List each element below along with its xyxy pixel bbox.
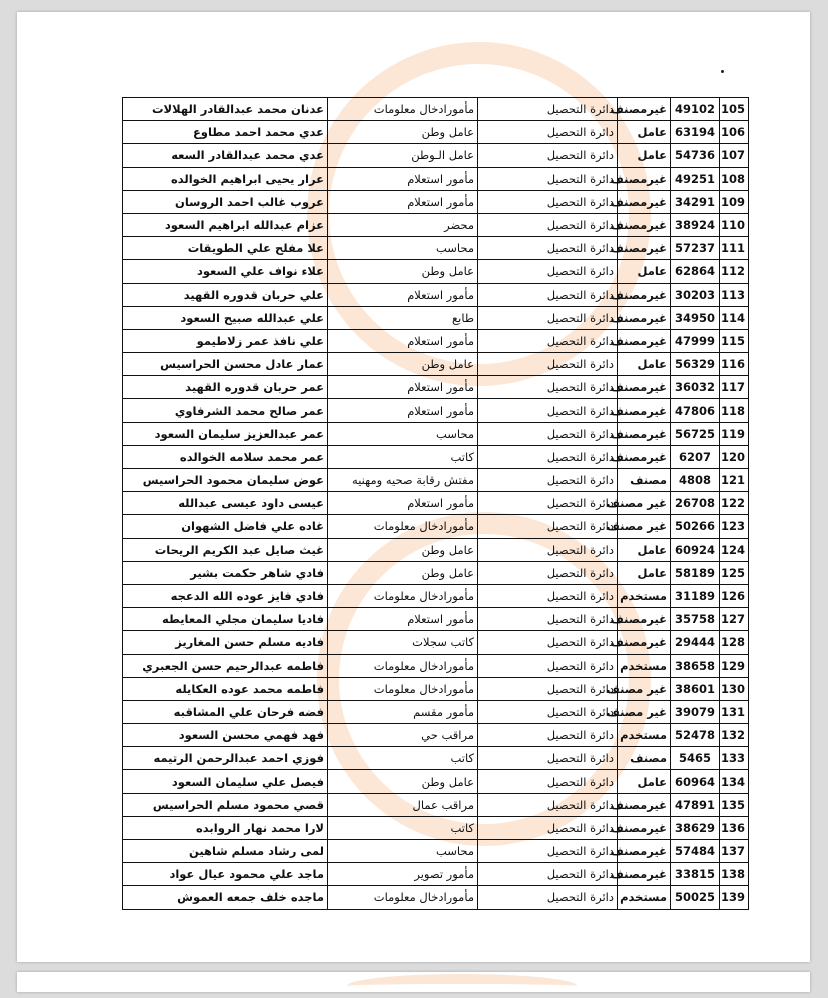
employee-id-cell: 63194 (671, 121, 720, 144)
department-cell: دائرة التحصيل (478, 840, 618, 863)
category-cell: غيرمصنف (618, 816, 671, 839)
watermark-logo (347, 974, 577, 998)
employee-id-cell: 47999 (671, 329, 720, 352)
employee-id-cell: 38601 (671, 677, 720, 700)
employee-name-cell: فاديه مسلم حسن المغاريز (123, 631, 328, 654)
table-row (123, 816, 749, 839)
category-cell: عامل (618, 770, 671, 793)
department-cell: دائرة التحصيل (478, 816, 618, 839)
employee-id-cell: 4808 (671, 469, 720, 492)
employee-name-cell: عرار يحيى ابراهيم الخوالده (123, 167, 328, 190)
department-cell: دائرة التحصيل (478, 886, 618, 909)
category-cell: غير مصنف (618, 700, 671, 723)
employee-id-cell: 50266 (671, 515, 720, 538)
row-number-cell: 124 (720, 538, 749, 561)
job-title-cell: مأمور استعلام (328, 608, 478, 631)
category-cell: عامل (618, 538, 671, 561)
table-row (123, 515, 749, 538)
job-title-cell: كاتب سجلات (328, 631, 478, 654)
department-cell: دائرة التحصيل (478, 260, 618, 283)
job-title-cell: مأمور تصوير (328, 863, 478, 886)
job-title-cell: عامل وطن (328, 353, 478, 376)
category-cell: غير مصنف (618, 492, 671, 515)
next-page (17, 972, 810, 992)
employee-id-cell: 47806 (671, 399, 720, 422)
employee-name-cell: عمر صالح محمد الشرفاوي (123, 399, 328, 422)
employee-name-cell: علي نافذ عمر زلاطيمو (123, 329, 328, 352)
table-row (123, 561, 749, 584)
row-number-cell: 120 (720, 445, 749, 468)
employee-name-cell: فادي شاهر حكمت بشير (123, 561, 328, 584)
department-cell: دائرة التحصيل (478, 770, 618, 793)
table-row (123, 98, 749, 121)
employee-name-cell: فاطمه محمد عوده العكايله (123, 677, 328, 700)
row-number-cell: 136 (720, 816, 749, 839)
table-row (123, 584, 749, 607)
job-title-cell: محاسب (328, 237, 478, 260)
job-title-cell: مأمورادخال معلومات (328, 886, 478, 909)
category-cell: عامل (618, 121, 671, 144)
department-cell: دائرة التحصيل (478, 121, 618, 144)
employee-id-cell: 56329 (671, 353, 720, 376)
table-row (123, 376, 749, 399)
job-title-cell: كاتب (328, 816, 478, 839)
employee-id-cell: 49251 (671, 167, 720, 190)
department-cell: دائرة التحصيل (478, 376, 618, 399)
job-title-cell: مأمورادخال معلومات (328, 98, 478, 121)
department-cell: دائرة التحصيل (478, 863, 618, 886)
department-cell: دائرة التحصيل (478, 445, 618, 468)
row-number-cell: 127 (720, 608, 749, 631)
employee-name-cell: ماجد علي محمود عيال عواد (123, 863, 328, 886)
row-number-cell: 128 (720, 631, 749, 654)
department-cell: دائرة التحصيل (478, 283, 618, 306)
department-cell: دائرة التحصيل (478, 584, 618, 607)
row-number-cell: 106 (720, 121, 749, 144)
department-cell: دائرة التحصيل (478, 654, 618, 677)
employee-id-cell: 34291 (671, 190, 720, 213)
row-number-cell: 131 (720, 700, 749, 723)
table-row (123, 353, 749, 376)
category-cell: عامل (618, 353, 671, 376)
category-cell: غيرمصنف (618, 793, 671, 816)
row-number-cell: 108 (720, 167, 749, 190)
employee-name-cell: فاديا سليمان مجلي المعايطه (123, 608, 328, 631)
category-cell: مستخدم (618, 724, 671, 747)
row-number-cell: 115 (720, 329, 749, 352)
table-row (123, 445, 749, 468)
department-cell: دائرة التحصيل (478, 237, 618, 260)
job-title-cell: مأمور استعلام (328, 399, 478, 422)
table-row (123, 306, 749, 329)
employee-name-cell: علي حربان قدوره القهيد (123, 283, 328, 306)
row-number-cell: 121 (720, 469, 749, 492)
row-number-cell: 110 (720, 213, 749, 236)
category-cell: غيرمصنف (618, 608, 671, 631)
department-cell: دائرة التحصيل (478, 353, 618, 376)
job-title-cell: عامل وطن (328, 121, 478, 144)
job-title-cell: مأمورادخال معلومات (328, 654, 478, 677)
row-number-cell: 112 (720, 260, 749, 283)
table-row (123, 237, 749, 260)
job-title-cell: مأمور استعلام (328, 329, 478, 352)
row-number-cell: 116 (720, 353, 749, 376)
category-cell: غيرمصنف (618, 863, 671, 886)
table-row (123, 538, 749, 561)
employee-id-cell: 39079 (671, 700, 720, 723)
job-title-cell: كاتب (328, 747, 478, 770)
employee-name-cell: لمى رشاد مسلم شاهين (123, 840, 328, 863)
category-cell: مستخدم (618, 584, 671, 607)
department-cell: دائرة التحصيل (478, 329, 618, 352)
job-title-cell: كاتب (328, 445, 478, 468)
job-title-cell: عامل الـوطن (328, 144, 478, 167)
table-row (123, 700, 749, 723)
row-number-cell: 130 (720, 677, 749, 700)
employee-id-cell: 6207 (671, 445, 720, 468)
table-row (123, 608, 749, 631)
category-cell: غيرمصنف (618, 237, 671, 260)
department-cell: دائرة التحصيل (478, 144, 618, 167)
table-row (123, 469, 749, 492)
category-cell: غير مصنف (618, 677, 671, 700)
employee-name-cell: لارا محمد نهار الروابده (123, 816, 328, 839)
row-number-cell: 132 (720, 724, 749, 747)
job-title-cell: عامل وطن (328, 770, 478, 793)
department-cell: دائرة التحصيل (478, 700, 618, 723)
employee-name-cell: غاده علي فاضل الشهوان (123, 515, 328, 538)
job-title-cell: مفتش رقابة صحيه ومهنيه (328, 469, 478, 492)
department-cell: دائرة التحصيل (478, 793, 618, 816)
table-row (123, 283, 749, 306)
row-number-cell: 113 (720, 283, 749, 306)
table-row (123, 121, 749, 144)
category-cell: غيرمصنف (618, 98, 671, 121)
table-row (123, 724, 749, 747)
employee-id-cell: 30203 (671, 283, 720, 306)
employee-name-cell: فوزي احمد عبدالرحمن الرتيمه (123, 747, 328, 770)
row-number-cell: 118 (720, 399, 749, 422)
job-title-cell: مأمور مقسم (328, 700, 478, 723)
employee-id-cell: 34950 (671, 306, 720, 329)
department-cell: دائرة التحصيل (478, 98, 618, 121)
department-cell: دائرة التحصيل (478, 631, 618, 654)
category-cell: غيرمصنف (618, 167, 671, 190)
category-cell: غيرمصنف (618, 445, 671, 468)
department-cell: دائرة التحصيل (478, 608, 618, 631)
job-title-cell: محضر (328, 213, 478, 236)
row-number-cell: 139 (720, 886, 749, 909)
row-number-cell: 105 (720, 98, 749, 121)
employee-id-cell: 57484 (671, 840, 720, 863)
employee-name-cell: عمر محمد سلامه الخوالده (123, 445, 328, 468)
employee-id-cell: 5465 (671, 747, 720, 770)
employee-id-cell: 31189 (671, 584, 720, 607)
department-cell: دائرة التحصيل (478, 469, 618, 492)
job-title-cell: مأمور استعلام (328, 167, 478, 190)
category-cell: مصنف (618, 469, 671, 492)
employee-name-cell: عزام عبدالله ابراهيم السعود (123, 213, 328, 236)
employee-id-cell: 58189 (671, 561, 720, 584)
job-title-cell: محاسب (328, 840, 478, 863)
employee-name-cell: عمر عبدالعزيز سليمان السعود (123, 422, 328, 445)
department-cell: دائرة التحصيل (478, 190, 618, 213)
job-title-cell: مراقب عمال (328, 793, 478, 816)
table-row (123, 747, 749, 770)
stray-mark (721, 70, 724, 73)
job-title-cell: مأمور استعلام (328, 283, 478, 306)
job-title-cell: عامل وطن (328, 260, 478, 283)
job-title-cell: مراقب حي (328, 724, 478, 747)
employee-id-cell: 54736 (671, 144, 720, 167)
employee-id-cell: 38629 (671, 816, 720, 839)
employee-name-cell: عروب غالب احمد الروسان (123, 190, 328, 213)
category-cell: غيرمصنف (618, 213, 671, 236)
category-cell: غيرمصنف (618, 329, 671, 352)
row-number-cell: 107 (720, 144, 749, 167)
employee-name-cell: غيث صايل عبد الكريم الريحات (123, 538, 328, 561)
table-row (123, 399, 749, 422)
table-row (123, 422, 749, 445)
category-cell: غيرمصنف (618, 190, 671, 213)
employee-name-cell: عمر حربان قدوره القهيد (123, 376, 328, 399)
employee-id-cell: 38658 (671, 654, 720, 677)
employee-id-cell: 36032 (671, 376, 720, 399)
row-number-cell: 122 (720, 492, 749, 515)
job-title-cell: مأمورادخال معلومات (328, 677, 478, 700)
category-cell: مستخدم (618, 886, 671, 909)
department-cell: دائرة التحصيل (478, 167, 618, 190)
table-row (123, 492, 749, 515)
department-cell: دائرة التحصيل (478, 724, 618, 747)
table-row (123, 840, 749, 863)
row-number-cell: 133 (720, 747, 749, 770)
table-row (123, 190, 749, 213)
job-title-cell: مأمور استعلام (328, 376, 478, 399)
category-cell: غيرمصنف (618, 422, 671, 445)
table-row (123, 654, 749, 677)
department-cell: دائرة التحصيل (478, 747, 618, 770)
employee-id-cell: 26708 (671, 492, 720, 515)
row-number-cell: 111 (720, 237, 749, 260)
table-row (123, 631, 749, 654)
row-number-cell: 137 (720, 840, 749, 863)
table-row (123, 863, 749, 886)
department-cell: دائرة التحصيل (478, 515, 618, 538)
table-row (123, 793, 749, 816)
employee-name-cell: عمار عادل محسن الحراسيس (123, 353, 328, 376)
table-row (123, 770, 749, 793)
employee-name-cell: قصي محمود مسلم الحراسيس (123, 793, 328, 816)
job-title-cell: مأمورادخال معلومات (328, 515, 478, 538)
category-cell: عامل (618, 561, 671, 584)
row-number-cell: 119 (720, 422, 749, 445)
table-row (123, 260, 749, 283)
department-cell: دائرة التحصيل (478, 422, 618, 445)
row-number-cell: 114 (720, 306, 749, 329)
employee-id-cell: 56725 (671, 422, 720, 445)
department-cell: دائرة التحصيل (478, 561, 618, 584)
category-cell: غيرمصنف (618, 376, 671, 399)
job-title-cell: طابع (328, 306, 478, 329)
job-title-cell: محاسب (328, 422, 478, 445)
employee-id-cell: 57237 (671, 237, 720, 260)
table-row (123, 144, 749, 167)
employee-id-cell: 38924 (671, 213, 720, 236)
row-number-cell: 138 (720, 863, 749, 886)
category-cell: غيرمصنف (618, 840, 671, 863)
category-cell: مستخدم (618, 654, 671, 677)
job-title-cell: مأمورادخال معلومات (328, 584, 478, 607)
category-cell: غيرمصنف (618, 631, 671, 654)
row-number-cell: 125 (720, 561, 749, 584)
employee-name-cell: ماجده خلف جمعه العموش (123, 886, 328, 909)
category-cell: غير مصنف (618, 515, 671, 538)
row-number-cell: 109 (720, 190, 749, 213)
department-cell: دائرة التحصيل (478, 399, 618, 422)
department-cell: دائرة التحصيل (478, 538, 618, 561)
department-cell: دائرة التحصيل (478, 213, 618, 236)
employee-id-cell: 50025 (671, 886, 720, 909)
table-row (123, 329, 749, 352)
job-title-cell: مأمور استعلام (328, 190, 478, 213)
employee-id-cell: 35758 (671, 608, 720, 631)
department-cell: دائرة التحصيل (478, 677, 618, 700)
table-row (123, 167, 749, 190)
table-row (123, 677, 749, 700)
row-number-cell: 135 (720, 793, 749, 816)
employee-id-cell: 62864 (671, 260, 720, 283)
row-number-cell: 129 (720, 654, 749, 677)
employee-name-cell: فادي فايز عوده الله الدعجه (123, 584, 328, 607)
category-cell: غيرمصنف (618, 306, 671, 329)
row-number-cell: 117 (720, 376, 749, 399)
employee-id-cell: 60924 (671, 538, 720, 561)
employee-name-cell: علاء نواف علي السعود (123, 260, 328, 283)
category-cell: عامل (618, 260, 671, 283)
employee-id-cell: 52478 (671, 724, 720, 747)
employee-id-cell: 33815 (671, 863, 720, 886)
job-title-cell: عامل وطن (328, 538, 478, 561)
employee-name-cell: عدي محمد احمد مطاوع (123, 121, 328, 144)
employee-name-cell: فيصل علي سليمان السعود (123, 770, 328, 793)
employee-name-cell: علي عبدالله صبيح السعود (123, 306, 328, 329)
table-row (123, 213, 749, 236)
employee-name-cell: عوض سليمان محمود الحراسيس (123, 469, 328, 492)
employee-name-cell: عيسى داود عيسى عبدالله (123, 492, 328, 515)
department-cell: دائرة التحصيل (478, 306, 618, 329)
employee-id-cell: 29444 (671, 631, 720, 654)
job-title-cell: عامل وطن (328, 561, 478, 584)
employee-name-cell: عدنان محمد عبدالقادر الهلالات (123, 98, 328, 121)
category-cell: غيرمصنف (618, 399, 671, 422)
department-cell: دائرة التحصيل (478, 492, 618, 515)
employee-id-cell: 60964 (671, 770, 720, 793)
employee-name-cell: فاطمه عبدالرحيم حسن الجعبري (123, 654, 328, 677)
category-cell: غيرمصنف (618, 283, 671, 306)
employee-id-cell: 47891 (671, 793, 720, 816)
employee-table (122, 97, 749, 910)
table-row (123, 886, 749, 909)
employee-name-cell: فضه فرحان علي المشاقبه (123, 700, 328, 723)
employee-id-cell: 49102 (671, 98, 720, 121)
employee-name-cell: فهد فهمي محسن السعود (123, 724, 328, 747)
employee-name-cell: عدي محمد عبدالقادر السعه (123, 144, 328, 167)
row-number-cell: 126 (720, 584, 749, 607)
employee-name-cell: علا مفلح علي الطويقات (123, 237, 328, 260)
job-title-cell: مأمور استعلام (328, 492, 478, 515)
category-cell: عامل (618, 144, 671, 167)
row-number-cell: 123 (720, 515, 749, 538)
category-cell: مصنف (618, 747, 671, 770)
row-number-cell: 134 (720, 770, 749, 793)
